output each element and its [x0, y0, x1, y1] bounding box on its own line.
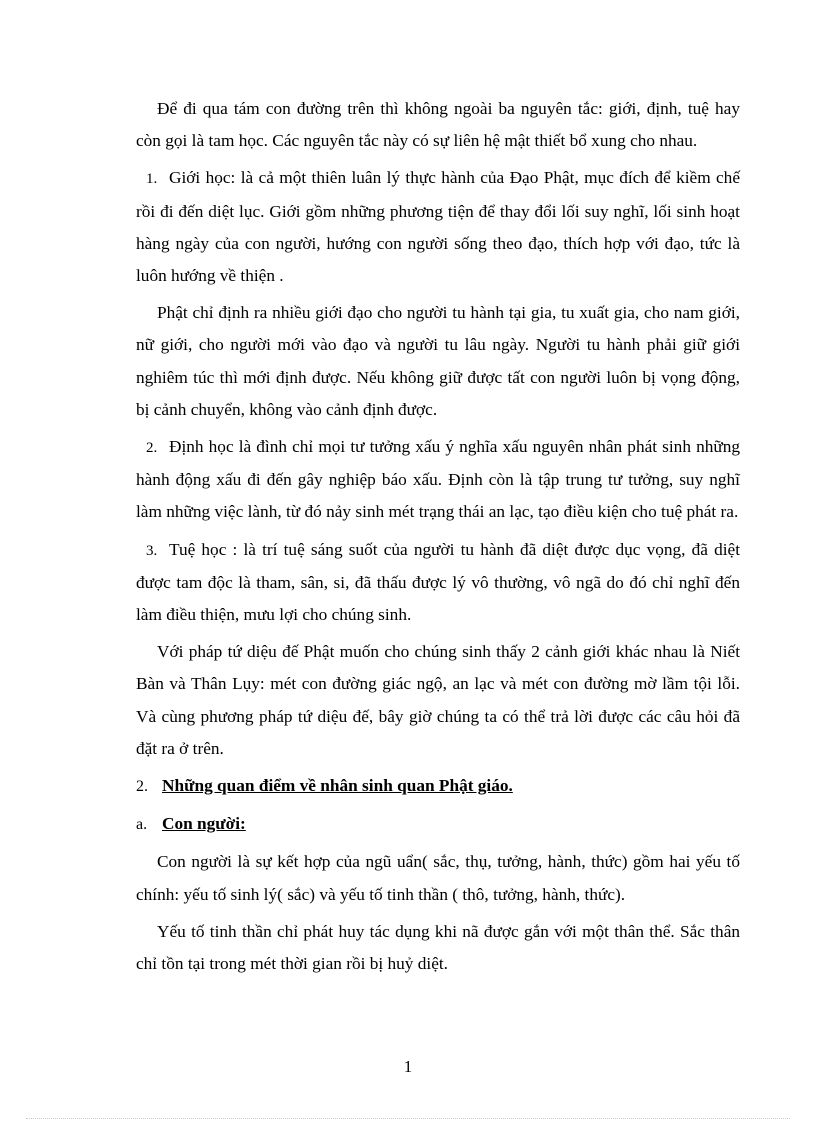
list-item-dinh-hoc — [136, 431, 740, 529]
con-nguoi-paragraph-2: Yếu tố tinh thần chỉ phát huy tác dụng khi nã được gắn với một thân thể. Sắc thân chỉ tồn tại trong mét thời gian rồi bị huỷ diệt. — [136, 921, 740, 974]
list-number: 2. — [146, 440, 158, 457]
page-number: 1 — [403, 1057, 413, 1076]
list-item-gioi-hoc — [136, 162, 740, 292]
subsection-letter: a. — [136, 816, 148, 834]
list-item-text: Tuệ học : là trí tuệ sáng suốt của người tu hành đã diệt được dục vọng, đã diệt được tam độc là tham, sân, si, đã thấu được lý vô thường, vô ngã do đó chỉ nghĩ đến làm điều thiện, mưu lợi cho chúng sinh. — [136, 539, 740, 625]
list-item-tue-hoc — [136, 534, 740, 632]
list-number: 1. — [146, 171, 158, 188]
intro-paragraph: Để đi qua tám con đường trên thì không ngoài ba nguyên tắc: giới, định, tuệ hay còn gọi là tam học. Các nguyên tắc này có sự liên hệ mật thiết bổ xung cho nhau. — [136, 99, 740, 151]
section-number: 2. — [136, 778, 148, 796]
subsection-title: Con người: — [162, 814, 246, 834]
con-nguoi-paragraph-1: Con người là sự kết hợp của ngũ uẩn( sắc, thụ, tưởng, hành, thức) gồm hai yếu tố chính: yếu tố sinh lý( sắc) và yếu tố tinh thần ( thô, tưởng, hành, thức). — [136, 852, 740, 904]
subsection-heading — [136, 808, 740, 841]
list-item-text: Giới học: là cả một thiên luân lý thực hành của Đạo Phật, mục đích để kiềm chế rồi đi đến diệt lục. Giới gồm những phương tiện để thay đổi lối suy nghĩ, lối sinh hoạt hàng ngày của con người, hướng con người sống theo đạo, thích hợp với đạo, tức là luôn hướng về thiện . — [136, 168, 740, 286]
document-body — [136, 93, 740, 985]
gioi-hoc-continuation: Phật chỉ định ra nhiều giới đạo cho người tu hành tại gia, tu xuất gia, cho nam giới, nữ giới, cho người mới vào đạo và người tu lâu ngày. Người tu hành phải giữ giới nghiêm túc thì mới định được. Nếu không giữ được tất con người luôn bị vọng động, bị cảnh chuyển, không vào cảnh định được. — [136, 303, 740, 419]
list-item-text: Định học là đình chỉ mọi tư tưởng xấu ý nghĩa xấu nguyên nhân phát sinh những hành động xấu đi đến gây nghiệp báo xấu. Định còn là tập trung tư tưởng, suy nghĩ làm những việc lành, từ đó nảy sinh mét trạng thái an lạc, tạo điều kiện cho tuệ phát ra. — [136, 437, 740, 522]
summary-paragraph: Với pháp tứ diệu đế Phật muốn cho chúng sinh thấy 2 cảnh giới khác nhau là Niết Bàn và Thân Lụy: mét con đường giác ngộ, an lạc và mét con đường mờ lầm tội lỗi. Và cùng phương pháp tứ diệu đế, bây giờ chúng ta có thể trả lời được các câu hỏi đã đặt ra ở trên. — [136, 642, 740, 758]
section-title: Những quan điểm về nhân sinh quan Phật giáo. — [162, 776, 513, 796]
section-heading — [136, 770, 740, 803]
page-bottom-divider — [26, 1118, 790, 1119]
list-number: 3. — [146, 542, 158, 559]
